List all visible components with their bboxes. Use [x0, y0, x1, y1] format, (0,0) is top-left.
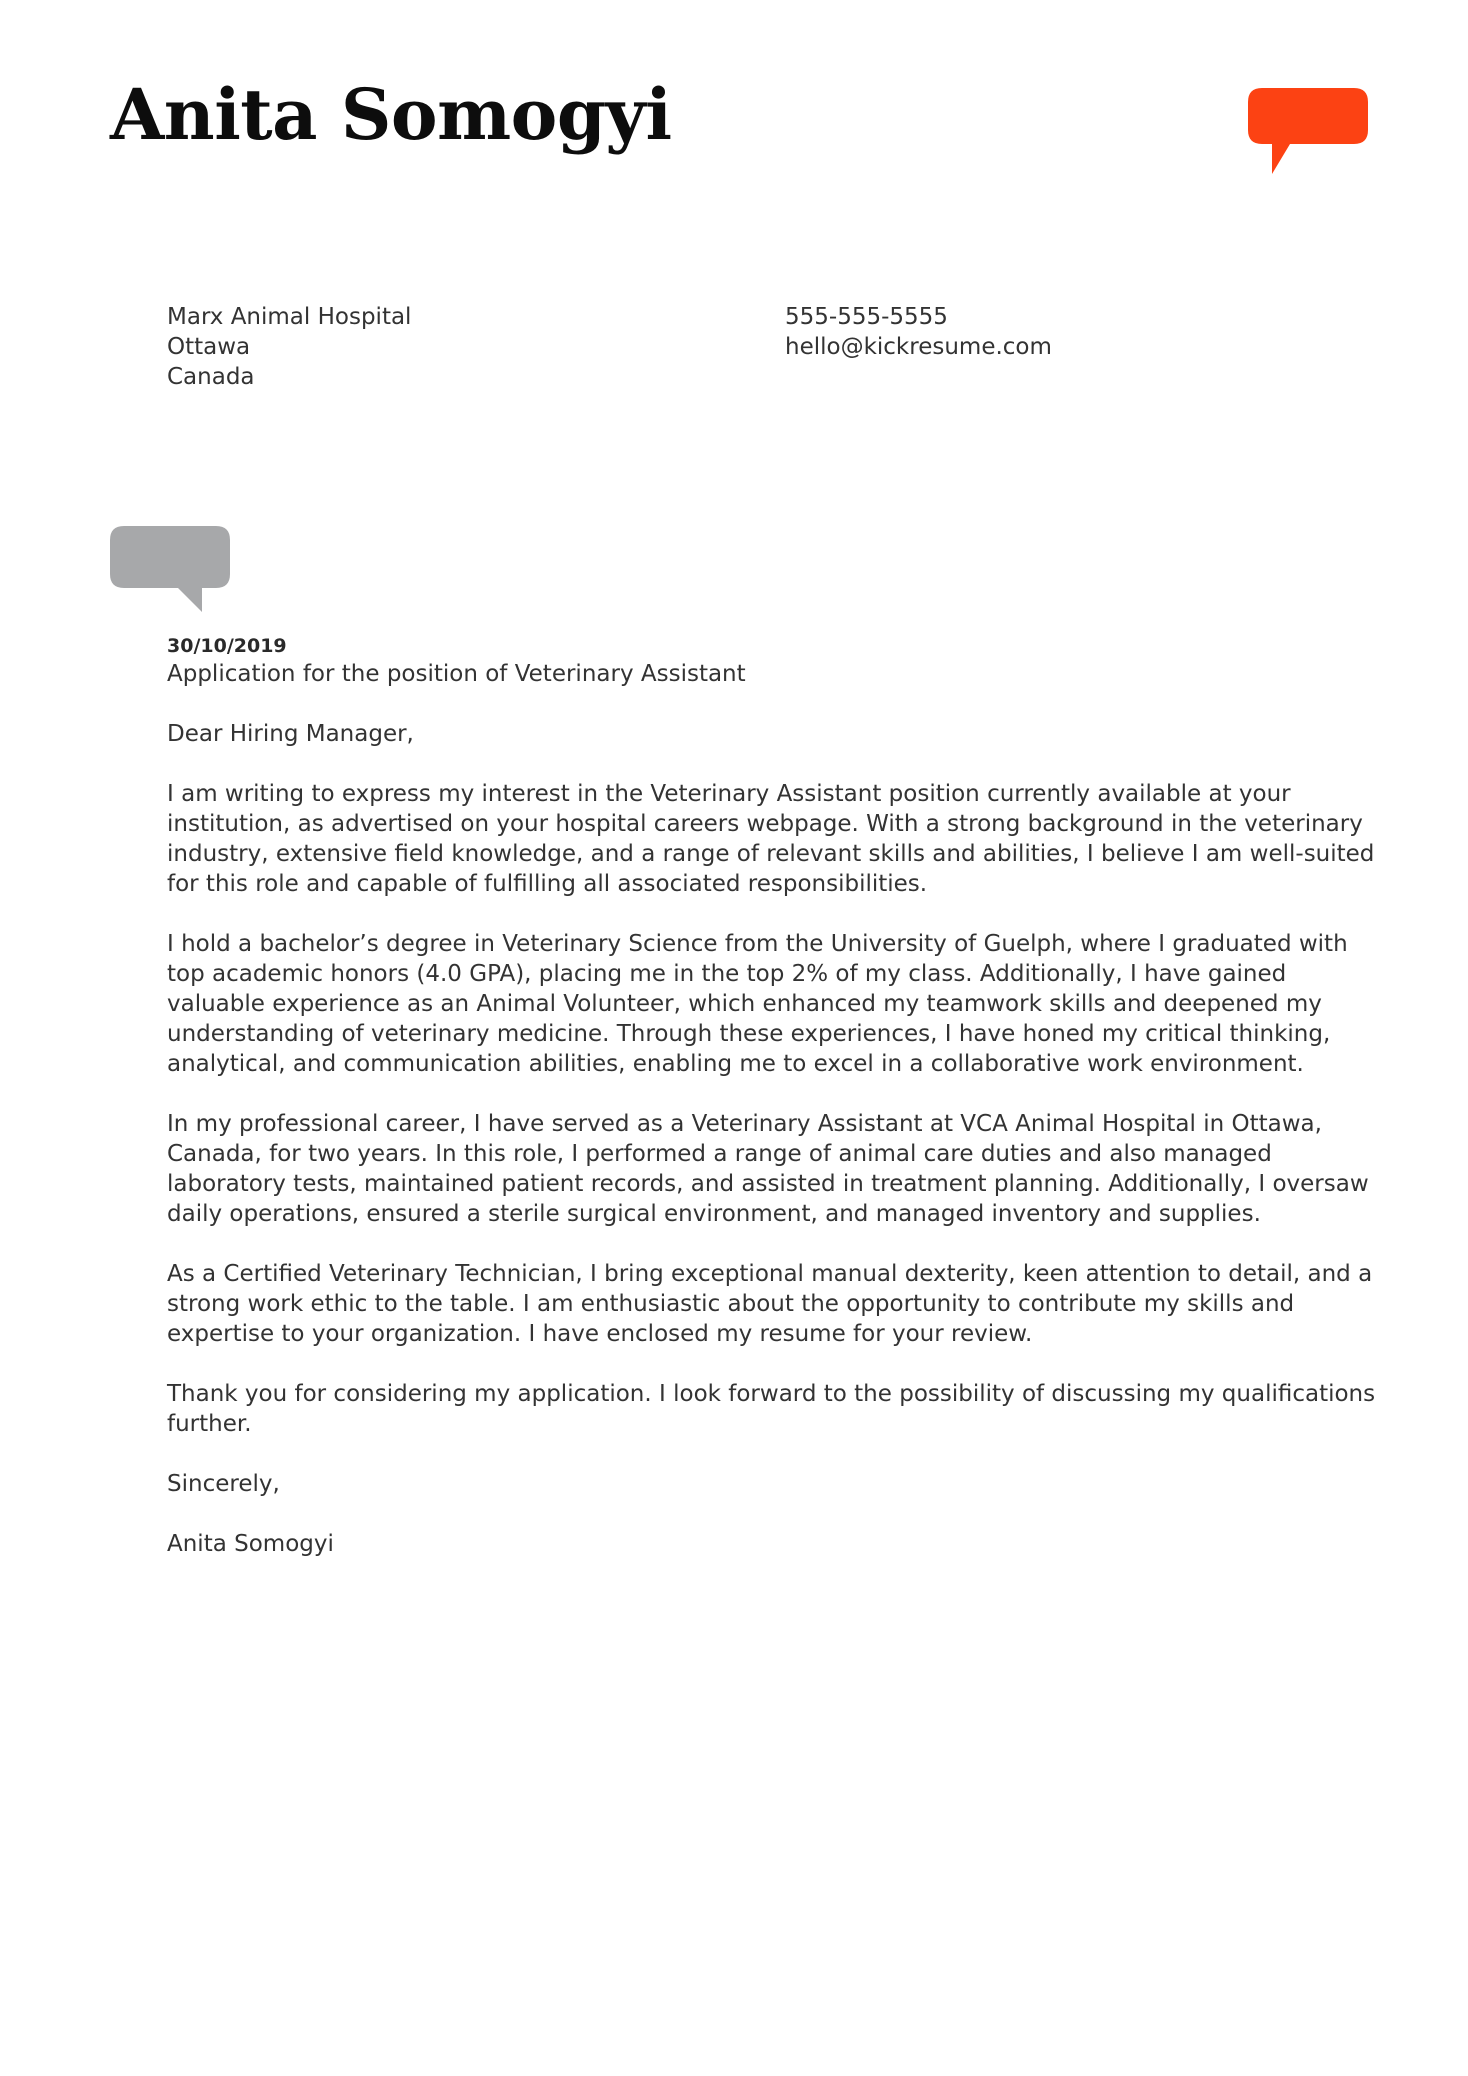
letter-paragraph: As a Certified Veterinary Technician, I bring exceptional manual dexterity, keen attention to detail, and a strong work ethic to the table. I am enthusiastic about the opportunity to contribute my skills and expertise to your organization. I have enclosed my resume for your review. — [167, 1261, 1373, 1347]
letter-paragraph: In my professional career, I have served as a Veterinary Assistant at VCA Animal Hospital in Ottawa, Canada, for two years. In this role, I performed a range of animal care duties and also managed laboratory tests, maintained patient records, and assisted in treatment planning. Additionally, I oversaw daily operations, ensured a sterile surgical environment, and managed inventory and supplies. — [167, 1111, 1369, 1227]
speech-bubble-gray-icon — [110, 526, 230, 616]
letter-subject: Application for the position of Veterinary Assistant — [167, 661, 746, 687]
speech-bubble-icon — [1248, 88, 1368, 178]
contact-details — [785, 302, 1052, 362]
letter-date: 30/10/2019 — [167, 635, 287, 657]
letter-paragraph: Thank you for considering my application. I look forward to the possibility of discussing my qualifications further. — [167, 1381, 1376, 1437]
phone-number: 555-555-5555 — [785, 304, 948, 330]
recipient-country: Canada — [167, 364, 255, 390]
applicant-name: Anita Somogyi — [110, 73, 672, 156]
email-address: hello@kickresume.com — [785, 334, 1052, 360]
recipient-address — [167, 302, 411, 392]
letter-signature: Anita Somogyi — [167, 1531, 334, 1557]
letter-paragraph: I hold a bachelor’s degree in Veterinary Science from the University of Guelph, where I graduated with top academic honors (4.0 GPA), placing me in the top 2% of my class. Additionally, I have gained valuable experience as an Animal Volunteer, which enhanced my teamwork skills and deepened my understanding of veterinary medicine. Through these experiences, I have honed my critical thinking, analytical, and communication abilities, enabling me to excel in a collaborative work environment. — [167, 931, 1348, 1077]
letter-greeting: Dear Hiring Manager, — [167, 721, 414, 747]
letter-closing: Sincerely, — [167, 1471, 280, 1497]
letter-body — [167, 633, 1387, 1589]
recipient-city: Ottawa — [167, 334, 251, 360]
letter-paragraph: I am writing to express my interest in the Veterinary Assistant position currently available at your institution, as advertised on your hospital careers webpage. With a strong background in the veterinary industry, extensive field knowledge, and a range of relevant skills and abilities, I believe I am well-suited for this role and capable of fulfilling all associated responsibilities. — [167, 781, 1375, 897]
recipient-company: Marx Animal Hospital — [167, 304, 412, 330]
